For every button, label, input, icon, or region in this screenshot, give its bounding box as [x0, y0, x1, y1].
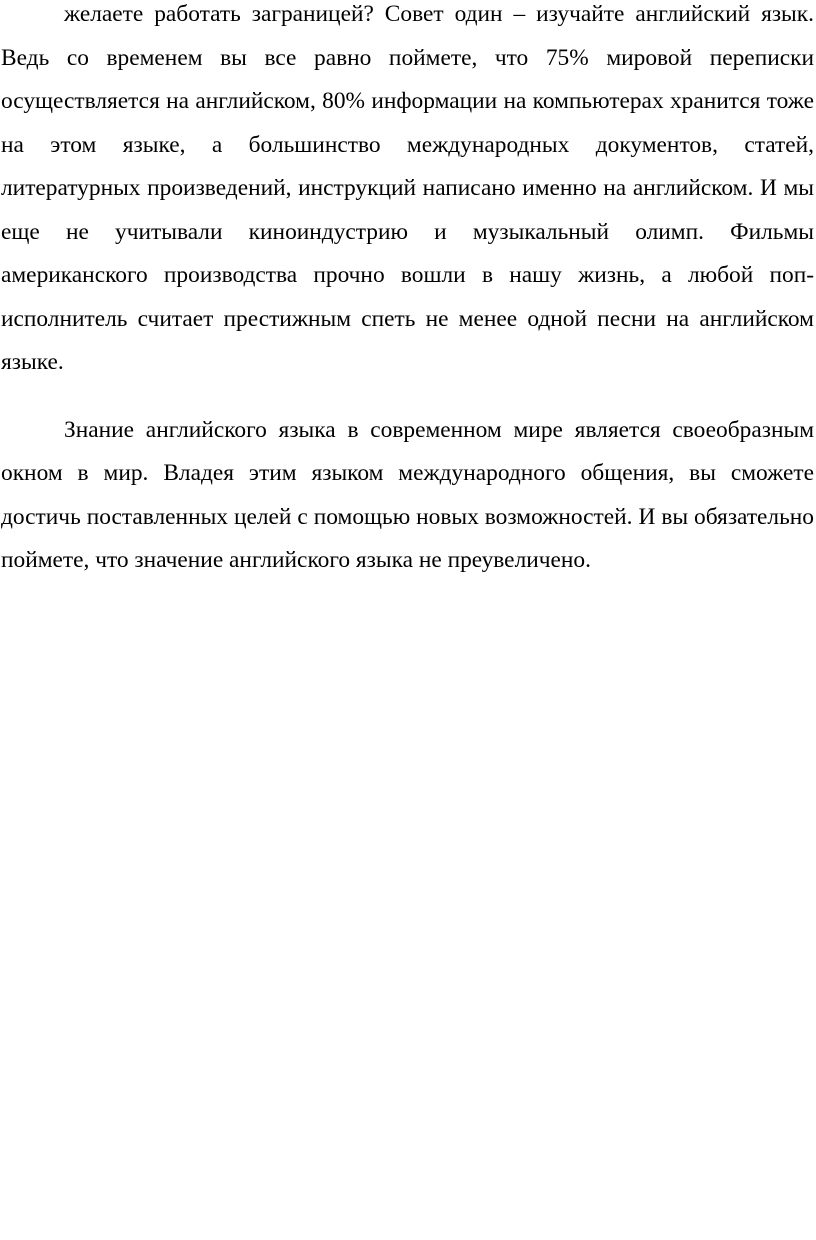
- document-body: [1, 0, 814, 583]
- paragraph-1: желаете работать заграницей? Совет один – изучайте английский язык. Ведь со временем вы все равно поймете, что 75% мировой переписки осуществляется на английском, 80% информации на компьютерах хранится тоже на этом языке, а большинство международных документов, статей, литературных произведений, инструкций написано именно на английском. И мы еще не учитывали киноиндустрию и музыкальный олимп. Фильмы американского производства прочно вошли в нашу жизнь, а любой поп-исполнитель считает престижным спеть не менее одной песни на английском языке.: [1, 1, 814, 375]
- paragraph-2: Знание английского языка в современном мире является своеобразным окном в мир. Владея этим языком международного общения, вы сможете достичь поставленных целей с помощью новых возможностей. И вы обязательно поймете, что значение английского языка не преувеличено.: [1, 416, 814, 573]
